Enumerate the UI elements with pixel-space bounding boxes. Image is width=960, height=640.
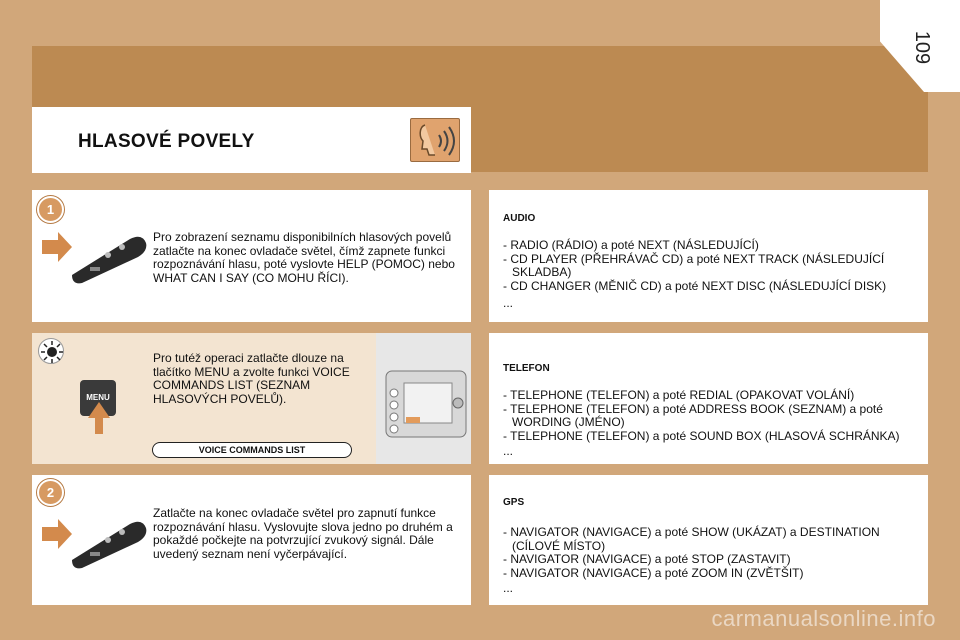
list-item: - NAVIGATOR (NAVIGACE) a poté STOP (ZASTAVIT) (503, 552, 791, 566)
telefon-title: TELEFON (503, 363, 550, 374)
step1-text: Pro zobrazení seznamu disponibilních hlasových povelů zatlačte na konec ovladače světel, čímž zapnete funkci rozpoznávání hlasu, poté vyslovte HELP (POMOC) nebo WHAT CAN I SAY (CO MOHU ŘÍCI). (153, 230, 455, 285)
radio-unit-icon (376, 333, 471, 464)
audio-ellipsis: ... (503, 296, 514, 310)
audio-panel (489, 190, 928, 322)
audio-title: AUDIO (503, 213, 536, 224)
gps-title: GPS (503, 497, 525, 508)
arrow-up-icon (86, 400, 112, 436)
alt-text: Pro tutéž operaci zatlačte dlouze na tlačítko MENU a zvolte funkci VOICE COMMANDS LIST (SEZNAM HLASOVÝCH POVELŮ). (153, 351, 350, 406)
step2-text: Zatlačte na konec ovladače světel pro zapnutí funkce rozpoznávání hlasu. Vyslovujte slova jedno po druhém a pokaždé počkejte na potvrzující zvukový signál. Dále uvedený seznam není vyčerpávající. (153, 506, 453, 561)
light-tip-icon (38, 338, 64, 364)
telefon-panel (489, 333, 928, 464)
telefon-ellipsis: ... (503, 444, 514, 458)
watermark: carmanualsonline.info (711, 606, 936, 631)
list-item: - CD PLAYER (PŘEHRÁVAČ CD) a poté NEXT TRACK (NÁSLEDUJÍCÍ SKLADBA) (503, 251, 885, 279)
list-item: - TELEPHONE (TELEFON) a poté REDIAL (OPAKOVAT VOLÁNÍ) (503, 388, 855, 402)
arrow-right-icon (40, 517, 74, 551)
page-number: 109 (910, 30, 933, 65)
list-item: - NAVIGATOR (NAVIGACE) a poté ZOOM IN (ZVĚTŠIT) (503, 565, 804, 580)
list-item: - TELEPHONE (TELEFON) a poté ADDRESS BOOK (SEZNAM) a poté WORDING (JMÉNO) (503, 401, 883, 429)
voice-commands-label: VOICE COMMANDS LIST (152, 442, 352, 458)
light-stalk-icon (70, 510, 150, 570)
light-stalk-icon (70, 225, 150, 285)
list-item: - TELEPHONE (TELEFON) a poté SOUND BOX (HLASOVÁ SCHRÁNKA) (503, 428, 900, 443)
list-item: - CD CHANGER (MĚNIČ CD) a poté NEXT DISC (NÁSLEDUJÍCÍ DISK) (503, 278, 887, 293)
page-title: HLASOVÉ POVELY (78, 131, 255, 152)
menu-button: MENU (80, 380, 116, 416)
gps-panel (489, 475, 928, 605)
gps-ellipsis: ... (503, 581, 514, 595)
arrow-right-icon (40, 230, 74, 264)
radio-unit-area (376, 333, 471, 464)
gps-list (503, 526, 923, 580)
list-item: - NAVIGATOR (NAVIGACE) a poté SHOW (UKÁZAT) a DESTINATION (CÍLOVÉ MÍSTO) (503, 525, 880, 553)
voice-speaking-icon (410, 118, 460, 162)
step2-badge: 2 (37, 479, 64, 506)
step1-badge: 1 (37, 196, 64, 223)
title-box (32, 107, 471, 173)
list-item: - RADIO (RÁDIO) a poté NEXT (NÁSLEDUJÍCÍ) (503, 238, 759, 252)
audio-list (503, 239, 923, 293)
telefon-list (503, 389, 923, 443)
